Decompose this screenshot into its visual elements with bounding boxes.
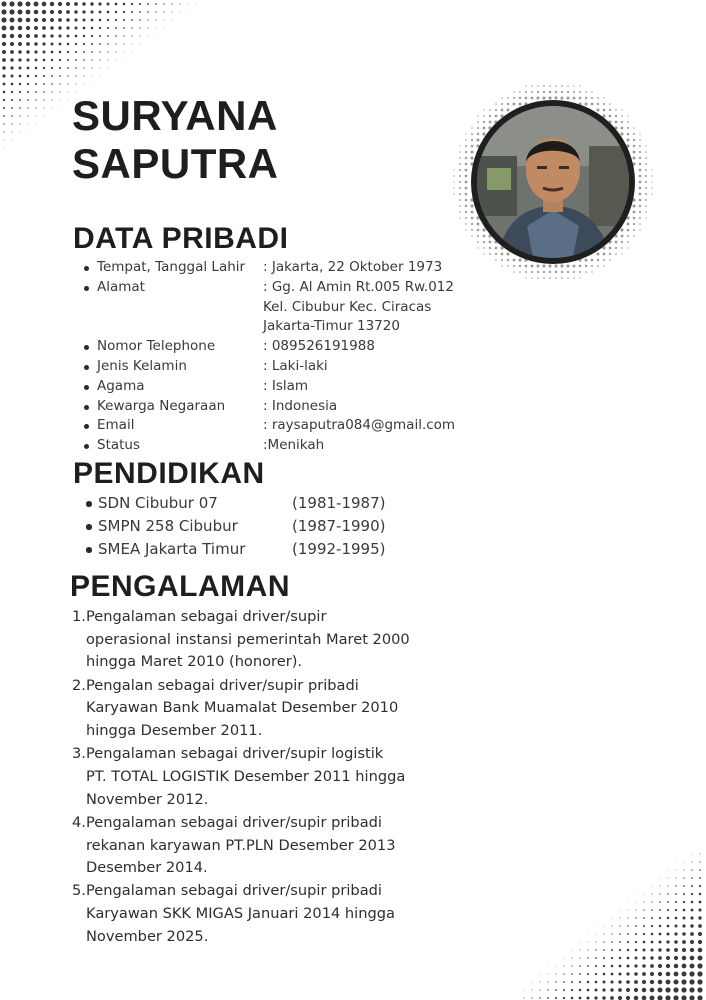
personal-data-label: Agama: [97, 377, 145, 394]
experience-number: 3.: [72, 745, 86, 763]
personal-data-item: [84, 278, 455, 337]
education-list: [86, 492, 385, 561]
education-school: SMEA Jakarta Timur: [98, 540, 246, 558]
education-school: SMPN 258 Cibubur: [98, 517, 238, 535]
section-title-pendidikan: PENDIDIKAN: [73, 457, 265, 490]
personal-data-item: [84, 377, 455, 397]
experience-text: Pengalaman sebagai driver/supir operasional instansi pemerintah Maret 2000 hingga Maret 2010 (honorer).: [86, 608, 410, 671]
section-title-pengalaman: PENGALAMAN: [70, 570, 290, 603]
profile-photo-area: [452, 84, 658, 280]
experience-item: [72, 743, 410, 811]
personal-data-value: : Indonesia: [263, 397, 338, 414]
personal-data-label: Tempat, Tanggal Lahir: [97, 259, 246, 275]
personal-data-item: [84, 436, 455, 456]
education-years: (1987-1990): [292, 517, 386, 535]
personal-data-value: : Laki-laki: [263, 357, 328, 374]
personal-data-value: : Jakarta, 22 Oktober 1973: [263, 259, 443, 275]
name-line-1: SURYANA: [72, 92, 278, 139]
personal-data-label: Jenis Kelamin: [97, 357, 187, 374]
section-title-data-pribadi: DATA PRIBADI: [73, 222, 289, 255]
experience-number: 2.: [72, 676, 86, 694]
personal-data-value: : raysaputra084@gmail.com: [263, 417, 456, 434]
experience-number: 1.: [72, 608, 86, 625]
experience-item: [72, 880, 410, 948]
person-photo-icon: [477, 106, 629, 258]
experience-number: 5.: [72, 882, 86, 900]
personal-data-label: Kewarga Negaraan: [97, 397, 226, 414]
experience-item: [72, 812, 410, 880]
personal-data-value: : Gg. Al Amin Rt.005 Rw.012 Kel. Cibubur Kec. Ciracas Jakarta-Timur 13720: [263, 278, 454, 335]
person-name: [72, 92, 279, 188]
experience-item: [72, 675, 410, 743]
experience-list: [72, 606, 410, 949]
profile-photo: [471, 100, 635, 264]
personal-data-label: Alamat: [97, 278, 145, 295]
experience-number: 4.: [72, 813, 86, 831]
personal-data-item: [84, 258, 455, 278]
experience-text: Pengalaman sebagai driver/supir logistik PT. TOTAL LOGISTIK Desember 2011 hingga November 2012.: [86, 745, 406, 808]
personal-data-label: Nomor Telephone: [97, 338, 216, 355]
personal-data-label: Email: [97, 417, 135, 434]
personal-data-item: [84, 337, 455, 357]
experience-item: [72, 606, 410, 674]
education-years: (1981-1987): [292, 494, 386, 512]
personal-data-item: [84, 397, 455, 417]
experience-text: Pengalaman sebagai driver/supir pribadi rekanan karyawan PT.PLN Desember 2013 Desember 2014.: [86, 813, 396, 877]
personal-data-value: :Menikah: [263, 437, 325, 454]
education-years: (1992-1995): [292, 540, 386, 558]
personal-data-label: Status: [97, 437, 141, 454]
name-line-2: SAPUTRA: [72, 140, 279, 187]
experience-text: Pengalan sebagai driver/supir pribadi Karyawan Bank Muamalat Desember 2010 hingga Desember 2011.: [86, 676, 399, 740]
experience-text: Pengalaman sebagai driver/supir pribadi Karyawan SKK MIGAS Januari 2014 hingga November 2025.: [86, 882, 395, 945]
personal-data-item: [84, 357, 455, 377]
personal-data-list: [84, 258, 455, 456]
personal-data-value: : 089526191988: [263, 338, 375, 355]
halftone-pattern-bottom-right: [520, 850, 706, 1000]
personal-data-value: : Islam: [263, 377, 309, 394]
personal-data-item: [84, 416, 455, 436]
education-item: [86, 538, 385, 561]
education-school: SDN Cibubur 07: [98, 494, 218, 512]
education-item: [86, 515, 385, 538]
education-item: [86, 492, 385, 515]
